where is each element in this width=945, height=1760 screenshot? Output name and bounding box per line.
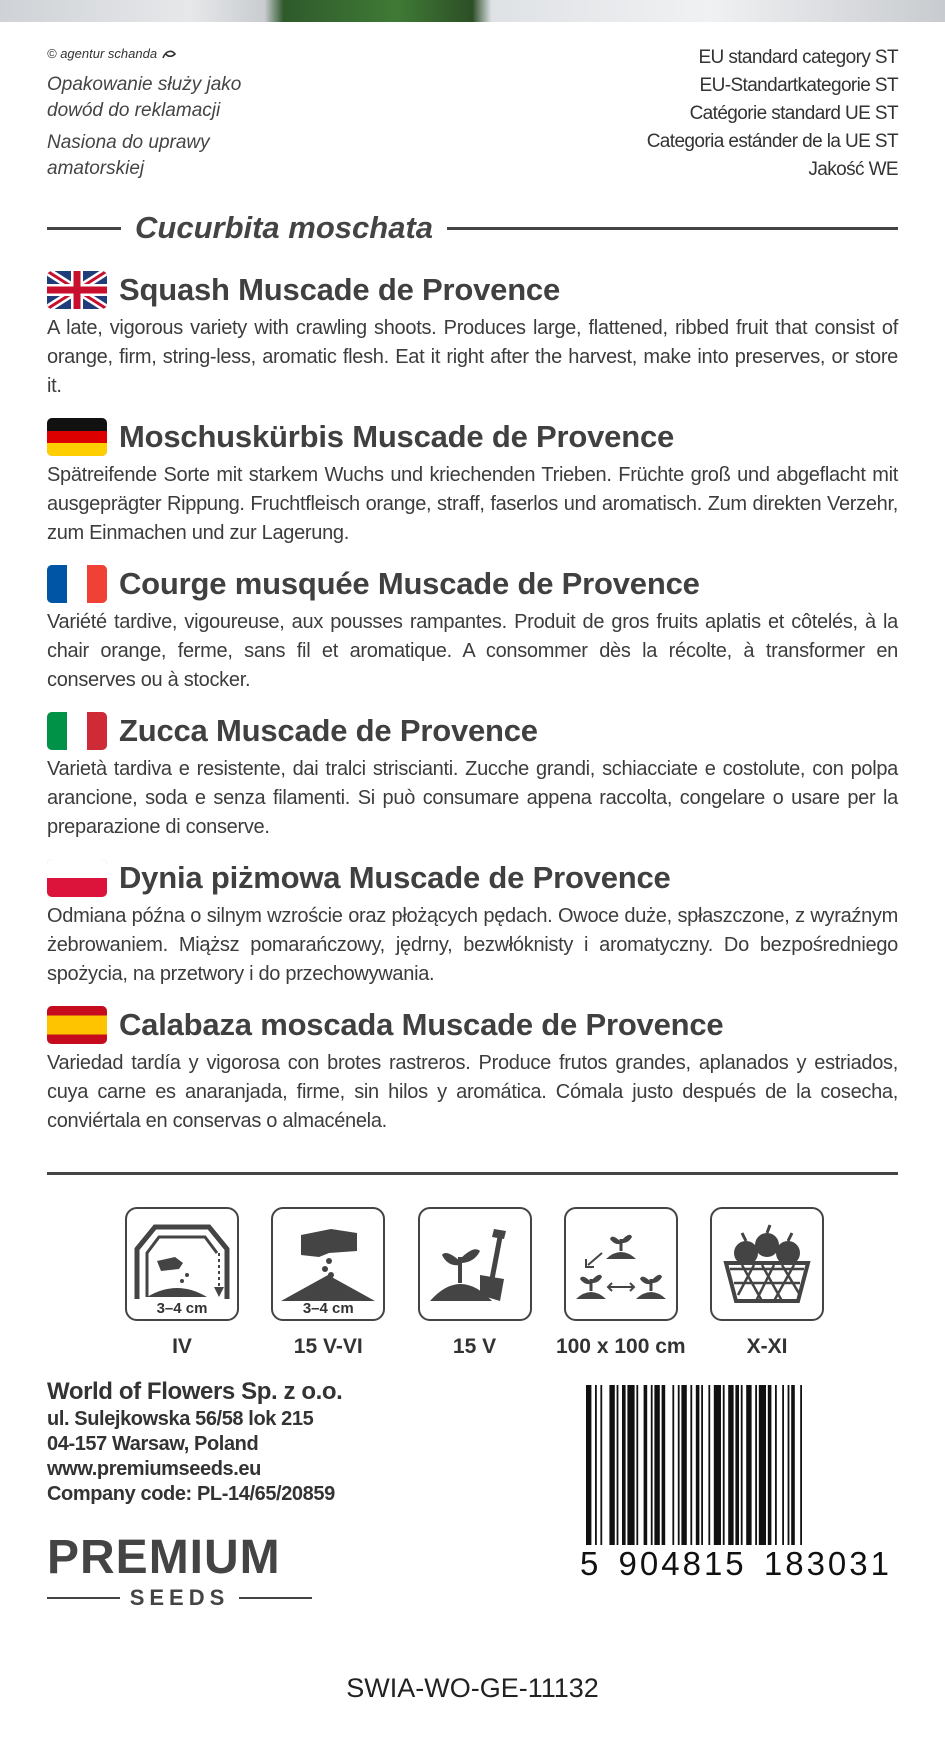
company-address: ul. Sulejkowska 56/58 lok 215 [47, 1408, 314, 1430]
france-flag-icon [47, 565, 107, 603]
icon-column [708, 1207, 826, 1359]
icon-column [416, 1207, 534, 1359]
spain-flag-icon [47, 1006, 107, 1044]
lang-section-fr [47, 562, 898, 695]
lang-text: Variedad tardía y vigorosa con brotes rastreros. Produce frutos grandes, aplanados y estriados, cuya carne es anaranjada, firme, sin hilos y aromática. Cómala justo después de la cosecha, conviértala en conservas o almacénela. [47, 1052, 898, 1132]
lang-section-it [47, 709, 898, 842]
complaint-note: Opakowanie służy jako dowód do reklamacji [47, 74, 242, 121]
lang-section-en [47, 268, 898, 401]
icon-label: X-XI [746, 1335, 788, 1358]
lang-title: Courge musquée Muscade de Provence [119, 566, 700, 601]
barcode [578, 1385, 898, 1585]
lang-title: Calabaza moscada Muscade de Provence [119, 1007, 724, 1042]
harvest-basket-icon [710, 1207, 824, 1321]
lang-text: A late, vigorous variety with crawling shoots. Produces large, flattened, ribbed fruit that consist of orange, firm, string-less, aromatic flesh. Eat it right after the harvest, make into preserves, or store it. [47, 317, 898, 397]
footer [47, 1377, 898, 1637]
lang-text: Spätreifende Sorte mit starkem Wuchs und kriechenden Trieben. Früchte groß und abgeflacht mit ausgeprägter Rippung. Fruchtfleisch orange, straff, faserlos und aromatisch. Zum direkten Verzehr, zum Einmachen und zur Lagerung. [47, 464, 898, 544]
divider [447, 227, 898, 230]
icon-label: IV [172, 1335, 192, 1358]
lang-title: Dynia piżmowa Muscade de Provence [119, 860, 671, 895]
product-code: SWIA-WO-GE-11132 [346, 1673, 599, 1703]
top-photo-strip [0, 0, 945, 22]
barcode-digits: 5 904815 183031 [580, 1545, 892, 1582]
latin-name-row [47, 202, 898, 254]
outdoor-sowing-icon: 3–4 cm [271, 1207, 385, 1321]
seed-packet-back [47, 22, 898, 1637]
icon-column [555, 1207, 686, 1359]
premium-seeds-logo: PREMIUM SEEDS [47, 1533, 312, 1611]
amateur-note: Nasiona do uprawy amatorskiej [47, 132, 210, 179]
company-info [47, 1377, 342, 1507]
barcode-bars [578, 1385, 898, 1545]
lang-text: Odmiana późna o silnym wzroście oraz płożących pędach. Owoce duże, spłaszczone, z wyraźnym żebrowaniem. Miąższ pomarańczowy, jędrny, bezwłóknisty i aromatyczny. Do bezpośredniego spożycia, na przetwory i do przechowywania. [47, 905, 898, 985]
uk-flag-icon [47, 271, 107, 309]
icon-column [269, 1207, 387, 1359]
icon-column [123, 1207, 241, 1359]
icon-label: 15 V [452, 1335, 497, 1358]
copyright: © agentur schanda [47, 46, 177, 61]
lang-text: Varietà tardiva e resistente, dai tralci striscianti. Zucche grandi, schiacciate e costolute, con polpa arancione, soda e senza filamenti. Si può consumare appena raccolta, congelare o usare per la preparazione di conserve. [47, 758, 898, 838]
lang-section-es [47, 1003, 898, 1136]
lang-title: Moschuskürbis Muscade de Provence [119, 419, 675, 454]
poland-flag-icon [47, 859, 107, 897]
eu-standards: EU standard category ST EU-Standartkategorie ST Catégorie standard UE ST Categoria estánder de la UE ST Jakość WE [646, 47, 898, 180]
italy-flag-icon [47, 712, 107, 750]
lang-title: Zucca Muscade de Provence [119, 713, 538, 748]
company-website: www.premiumseeds.eu [47, 1458, 261, 1480]
transplanting-icon [418, 1207, 532, 1321]
lang-section-pl [47, 856, 898, 989]
lang-title: Squash Muscade de Provence [119, 272, 561, 307]
header [47, 22, 898, 192]
company-code: Company code: PL-14/65/20859 [47, 1483, 335, 1505]
icon-label: 100 x 100 cm [555, 1335, 686, 1358]
cultivation-icons [123, 1207, 826, 1359]
spacing-icon [564, 1207, 678, 1321]
company-name: World of Flowers Sp. z o.o. [47, 1378, 343, 1405]
lang-section-de [47, 415, 898, 548]
icon-label: 15 V-VI [293, 1335, 363, 1358]
divider [47, 227, 121, 230]
divider [47, 1172, 898, 1175]
company-city: 04-157 Warsaw, Poland [47, 1433, 259, 1455]
schanda-logo-icon [161, 48, 177, 60]
greenhouse-sowing-icon: 3–4 cm [125, 1207, 239, 1321]
germany-flag-icon [47, 418, 107, 456]
lang-text: Variété tardive, vigoureuse, aux pousses rampantes. Produit de gros fruits aplatis et côtelés, à la chair orange, ferme, sans fil et aromatique. A consommer dès la récolte, à transformer en conserves ou à stocker. [47, 611, 898, 691]
latin-name: Cucurbita moschata [135, 210, 434, 245]
